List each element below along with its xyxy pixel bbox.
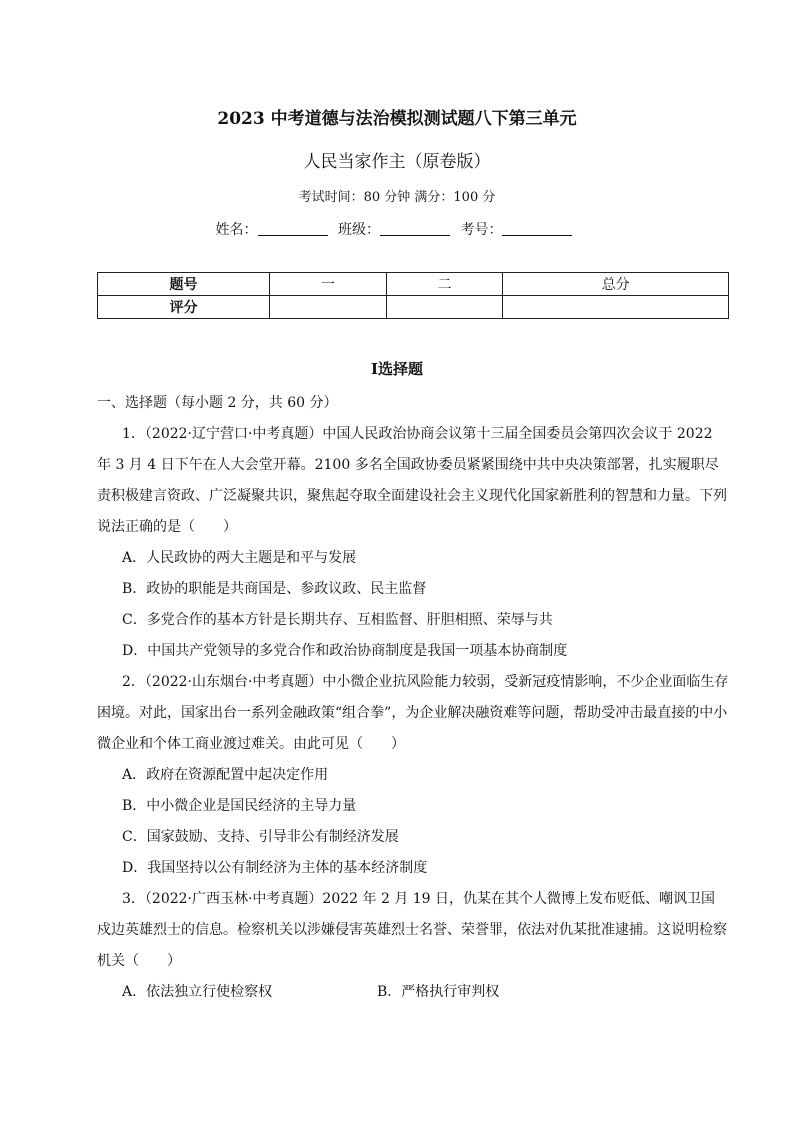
question-stem: 3．（2022·广西玉林·中考真题）2022 年 2 月 19 日，仇某在其个人微博上发布贬低、嘲讽卫国戍边英雄烈士的信息。检察机关以涉嫌侵害英雄烈士名誉、荣誉罪，依法对仇某批准逮捕。这说明检察机关（ ） [97, 891, 727, 969]
class-label: 班级： [338, 222, 380, 238]
score-cell: 题号 [98, 273, 270, 296]
score-cell [503, 296, 729, 319]
score-cell [270, 296, 387, 319]
score-cell: 二 [386, 273, 503, 296]
question-option-row [97, 977, 729, 1008]
score-cell [386, 296, 503, 319]
question-option: A．人民政协的两大主题是和平与发展 [122, 550, 357, 566]
question-option: B．中小微企业是国民经济的主导力量 [122, 798, 357, 814]
question-option: A．政府在资源配置中起决定作用 [122, 767, 329, 783]
score-cell: 评分 [98, 296, 270, 319]
question-option: C．多党合作的基本方针是长期共存、互相监督、肝胆相照、荣辱与共 [122, 612, 553, 628]
id-label: 考号： [460, 222, 503, 238]
question-option: A．依法独立行使检察权 [122, 984, 273, 1000]
question-stem: 1．（2022·辽宁营口·中考真题）中国人民政治协商会议第十三届全国委员会第四次会议于 2022 年 3 月 4 日下午在人大会堂开幕。2100 多名全国政协委员紧紧围绕中共中央决策部署，扎实履职尽责积极建言资政、广泛凝聚共识，聚焦起夺取全面建设社会主义现代化国家新胜利的智慧和力量。下列说法正确的是（ ） [97, 426, 727, 535]
section-title: Ⅰ选择题 [370, 360, 424, 378]
questions-content [97, 388, 729, 1008]
name-blank [258, 221, 328, 236]
score-table-header-row [98, 273, 729, 296]
question-option: B．政协的职能是共商国是、参政议政、民主监督 [122, 581, 427, 597]
score-table-score-row [98, 296, 729, 319]
document-title: 2023 中考道德与法治模拟测试题八下第三单元 [217, 109, 577, 129]
student-info-fields [0, 219, 794, 239]
question-option: C．国家鼓励、支持、引导非公有制经济发展 [122, 829, 399, 845]
id-blank [502, 221, 572, 236]
question-option: D．我国坚持以公有制经济为主体的基本经济制度 [122, 860, 428, 876]
name-label: 姓名： [215, 222, 258, 238]
part-title: 一、选择题（每小题 2 分，共 60 分） [97, 395, 338, 411]
question-option: B．严格执行审判权 [377, 984, 500, 1000]
score-cell: 总分 [503, 273, 729, 296]
class-blank [380, 221, 450, 236]
question-option: D．中国共产党领导的多党合作和政治协商制度是我国一项基本协商制度 [122, 643, 568, 659]
score-table [97, 272, 729, 319]
score-cell: 一 [270, 273, 387, 296]
question-stem: 2．（2022·山东烟台·中考真题）中小微企业抗风险能力较弱，受新冠疫情影响，不少企业面临生存困境。对此，国家出台一系列金融政策“组合拳”，为企业解决融资难等问题，帮助受冲击最直接的中小微企业和个体工商业渡过难关。由此可见（ ） [97, 674, 729, 752]
document-subtitle: 人民当家作主（原卷版） [303, 152, 491, 172]
exam-info: 考试时间：80 分钟 满分：100 分 [298, 190, 496, 205]
